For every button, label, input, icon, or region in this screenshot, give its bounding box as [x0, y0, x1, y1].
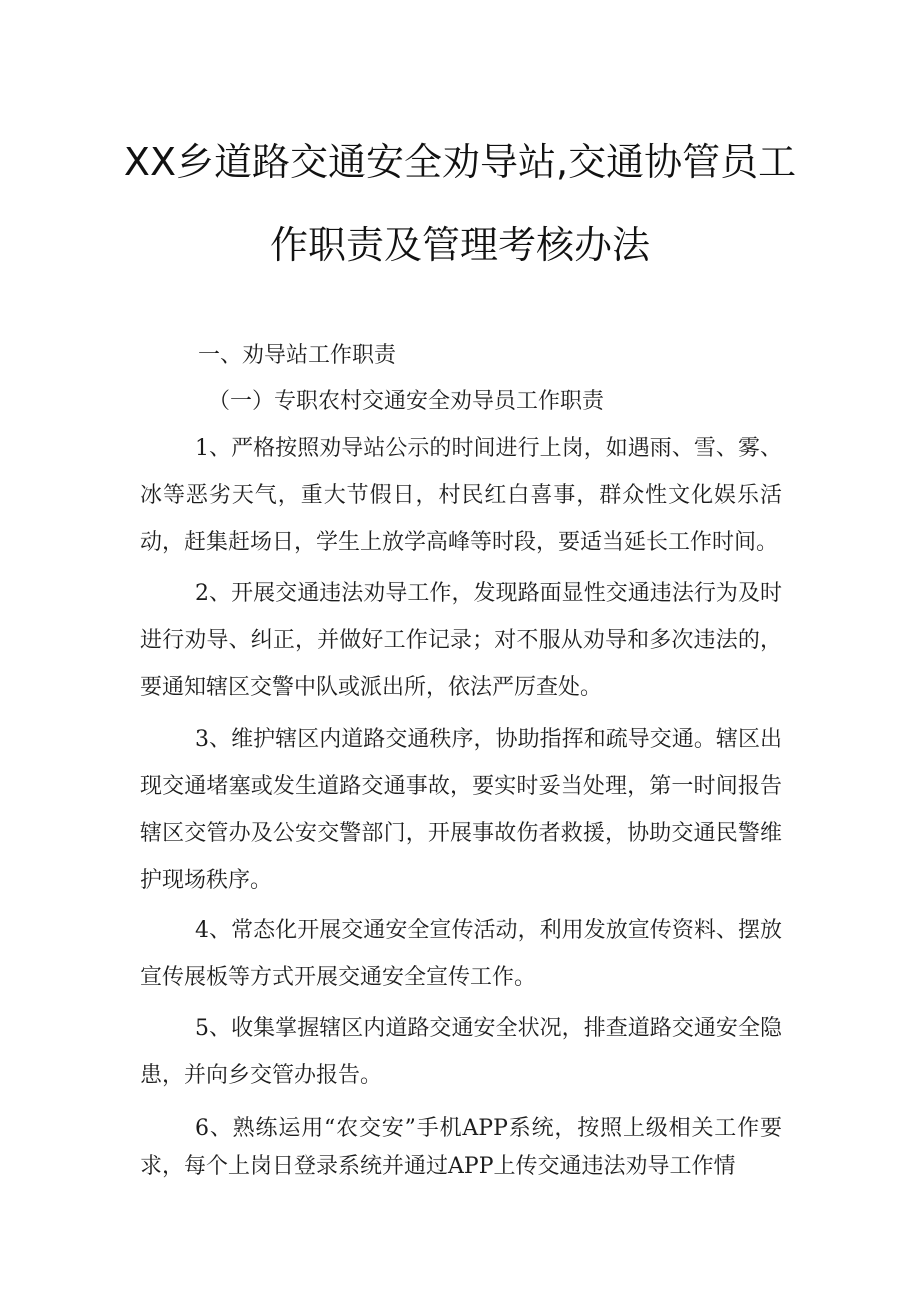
paragraph-5: 5、收集掌握辖区内道路交通安全状况，排查道路交通安全隐患，并向乡交管办报告。: [140, 1016, 782, 1088]
paragraph-3: 3、维护辖区内道路交通秩序，协助指挥和疏导交通。辖区出现交通堵塞或发生道路交通事故，要实时妥当处理，第一时间报告辖区交管办及公安交警部门，开展事故伤者救援，协助交通民警维护现场秩序。: [140, 727, 782, 893]
paragraph-6: 6、熟练运用“农交安”手机APP系统，按照上级相关工作要求，每个上岗日登录系统并通过APP上传交通违法劝导工作情: [140, 1116, 782, 1179]
paragraph-1: 1、严格按照劝导站公示的时间进行上岗，如遇雨、雪、雾、冰等恶劣天气，重大节假日，村民红白喜事，群众性文化娱乐活动，赶集赶场日，学生上放学高峰等时段，要适当延长工作时间。: [140, 436, 782, 555]
paragraph-2: 2、开展交通违法劝导工作，发现路面显性交通违法行为及时进行劝导、纠正，并做好工作记录；对不服从劝导和多次违法的，要通知辖区交警中队或派出所，依法严厉查处。: [140, 581, 782, 700]
section-heading: 一、劝导站工作职责: [198, 343, 397, 368]
document-title-line-1: XX乡道路交通安全劝导站,交通协管员工: [123, 140, 797, 184]
paragraph-4: 4、常态化开展交通安全宣传活动，利用发放宣传资料、摆放宣传展板等方式开展交通安全宣传工作。: [140, 918, 782, 990]
document-title-line-2: 作职责及管理考核办法: [269, 223, 650, 267]
subsection-heading: （一）专职农村交通安全劝导员工作职责: [208, 389, 605, 414]
